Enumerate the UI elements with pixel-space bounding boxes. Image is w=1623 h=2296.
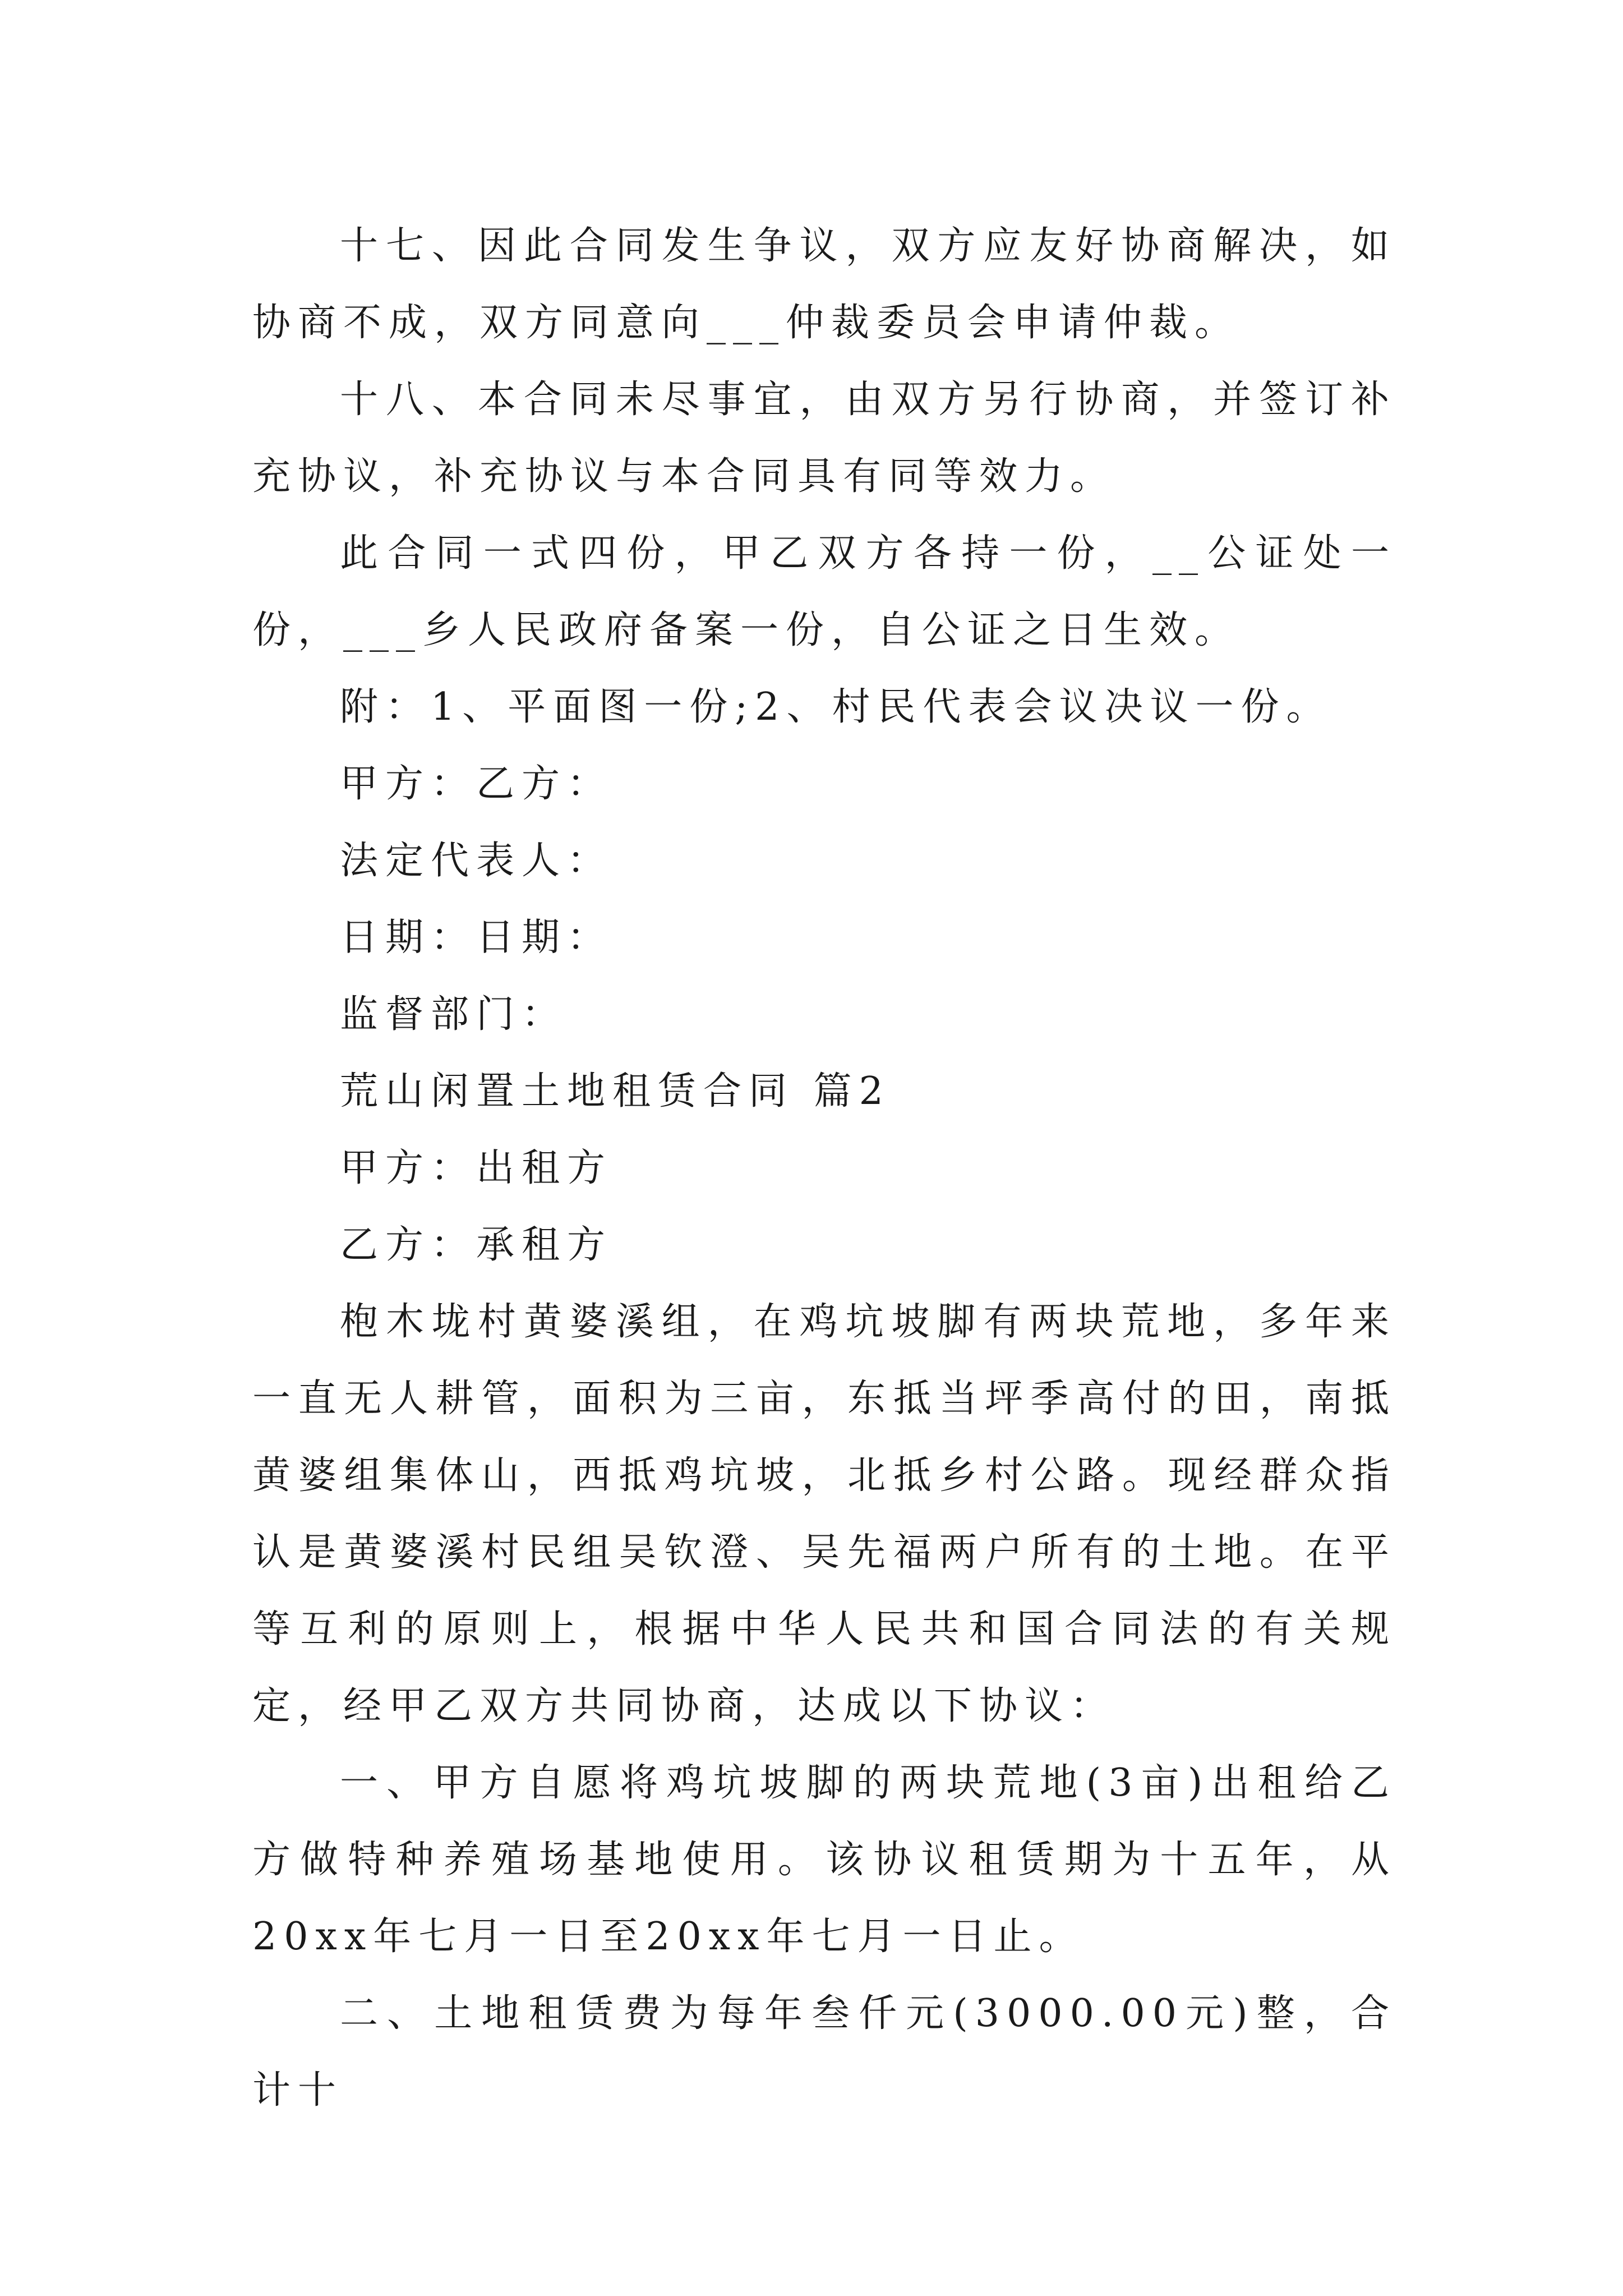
copies-clause: 此合同一式四份，甲乙双方各持一份，__公证处一份，___乡人民政府备案一份，自公证之日生效。 — [252, 531, 1396, 652]
party-signature-line: 甲方：乙方： — [340, 762, 613, 806]
party-a-line: 甲方：出租方 — [340, 1146, 613, 1190]
clause-18: 十八、本合同未尽事宜，由双方另行协商，并签订补充协议，补充协议与本合同具有同等效力。 — [252, 378, 1396, 499]
supervisor-line: 监督部门： — [340, 992, 568, 1037]
clause-1: 一、甲方自愿将鸡坑坡脚的两块荒地(3亩)出租给乙方做特种养殖场基地使用。该协议租赁期为十五年，从20xx年七月一日至20xx年七月一日止。 — [252, 1761, 1396, 1959]
clause-2: 二、土地租赁费为每年叁仟元(3000.00元)整，合计十 — [252, 1991, 1396, 2113]
clause-17: 十七、因此合同发生争议，双方应友好协商解决，如协商不成，双方同意向___仲裁委员会申请仲裁。 — [252, 224, 1396, 345]
date-line: 日期：日期： — [340, 915, 613, 960]
document-page — [252, 208, 1396, 2129]
attachments-line: 附：1、平面图一份;2、村民代表会议决议一份。 — [340, 685, 1332, 729]
section-title: 荒山闲置土地租赁合同 篇2 — [340, 1069, 891, 1114]
background-paragraph: 枹木垅村黄婆溪组，在鸡坑坡脚有两块荒地，多年来一直无人耕管，面积为三亩，东抵当坪季高付的田，南抵黄婆组集体山，西抵鸡坑坡，北抵乡村公路。现经群众指认是黄婆溪村民组吴钦澄、吴先福两户所有的土地。在平等互利的原则上，根据中华人民共和国合同法的有关规定，经甲乙双方共同协商，达成以下协议： — [252, 1300, 1396, 1728]
party-b-line: 乙方：承租方 — [340, 1223, 613, 1267]
legal-representative-line: 法定代表人： — [340, 839, 613, 883]
